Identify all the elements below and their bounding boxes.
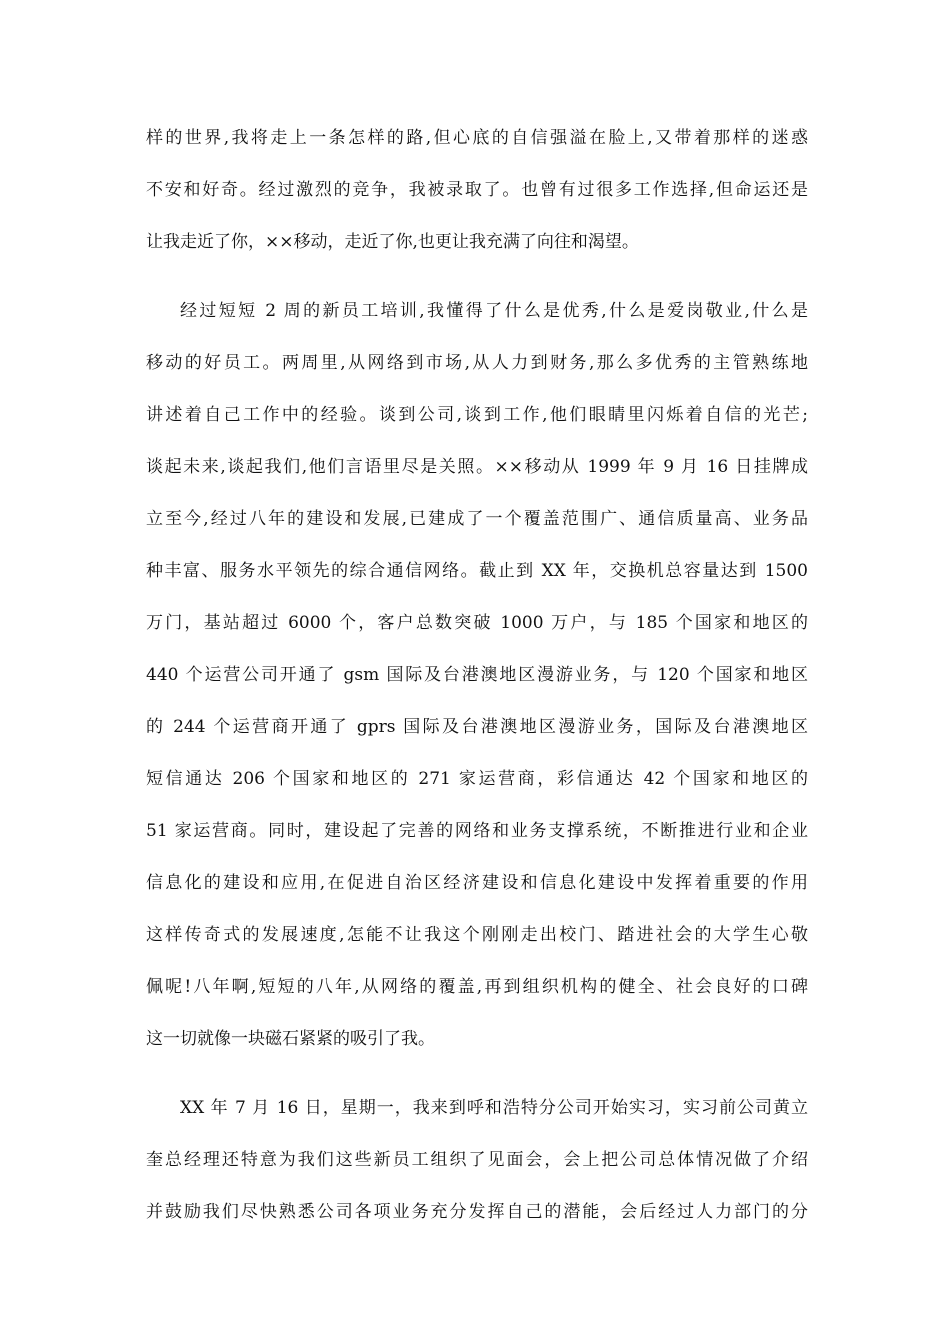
document-page bbox=[146, 112, 808, 1238]
text-line: 这一切就像一块磁石紧紧的吸引了我。 bbox=[146, 1029, 435, 1049]
text-line: 奎总经理还特意为我们这些新员工组织了见面会，会上把公司总体情况做了介绍 bbox=[146, 1150, 808, 1170]
text-line: 种丰富、服务水平领先的综合通信网络。截止到 XX 年，交换机总容量达到 1500 bbox=[146, 561, 808, 581]
text-line: 并鼓励我们尽快熟悉公司各项业务充分发挥自己的潜能，会后经过人力部门的分 bbox=[146, 1202, 808, 1222]
text-line: 让我走近了你，××移动，走近了你,也更让我充满了向往和渴望。 bbox=[146, 232, 639, 252]
text-line: 讲述着自己工作中的经验。谈到公司,谈到工作,他们眼睛里闪烁着自信的光芒; bbox=[146, 405, 808, 425]
text-line: 的 244 个运营商开通了 gprs 国际及台港澳地区漫游业务，国际及台港澳地区 bbox=[146, 717, 808, 737]
text-line: 移动的好员工。两周里,从网络到市场,从人力到财务,那么多优秀的主管熟练地 bbox=[146, 353, 808, 373]
text-line: 万门，基站超过 6000 个，客户总数突破 1000 万户，与 185 个国家和地区的 bbox=[146, 613, 808, 633]
paragraph-3 bbox=[146, 1082, 808, 1238]
text-line: 佩呢!八年啊,短短的八年,从网络的覆盖,再到组织机构的健全、社会良好的口碑 bbox=[146, 977, 808, 997]
text-line: 样的世界,我将走上一条怎样的路,但心底的自信强溢在脸上,又带着那样的迷惑 bbox=[146, 128, 808, 148]
text-line: 谈起未来,谈起我们,他们言语里尽是关照。××移动从 1999 年 9 月 16 日挂牌成 bbox=[146, 457, 808, 477]
text-line: 这样传奇式的发展速度,怎能不让我这个刚刚走出校门、踏进社会的大学生心敬 bbox=[146, 925, 808, 945]
paragraph-2 bbox=[146, 285, 808, 1065]
text-line: 立至今,经过八年的建设和发展,已建成了一个覆盖范围广、通信质量高、业务品 bbox=[146, 509, 808, 529]
text-line: 440 个运营公司开通了 gsm 国际及台港澳地区漫游业务，与 120 个国家和地区 bbox=[146, 665, 808, 685]
text-line: XX 年 7 月 16 日，星期一，我来到呼和浩特分公司开始实习，实习前公司黄立 bbox=[180, 1098, 808, 1118]
text-line: 51 家运营商。同时，建设起了完善的网络和业务支撑系统，不断推进行业和企业 bbox=[146, 821, 808, 841]
text-line: 不安和好奇。经过激烈的竞争，我被录取了。也曾有过很多工作选择,但命运还是 bbox=[146, 180, 808, 200]
text-line: 经过短短 2 周的新员工培训,我懂得了什么是优秀,什么是爱岗敬业,什么是 bbox=[180, 301, 808, 321]
text-line: 短信通达 206 个国家和地区的 271 家运营商，彩信通达 42 个国家和地区的 bbox=[146, 769, 808, 789]
text-line: 信息化的建设和应用,在促进自治区经济建设和信息化建设中发挥着重要的作用 bbox=[146, 873, 808, 893]
paragraph-1 bbox=[146, 112, 808, 268]
